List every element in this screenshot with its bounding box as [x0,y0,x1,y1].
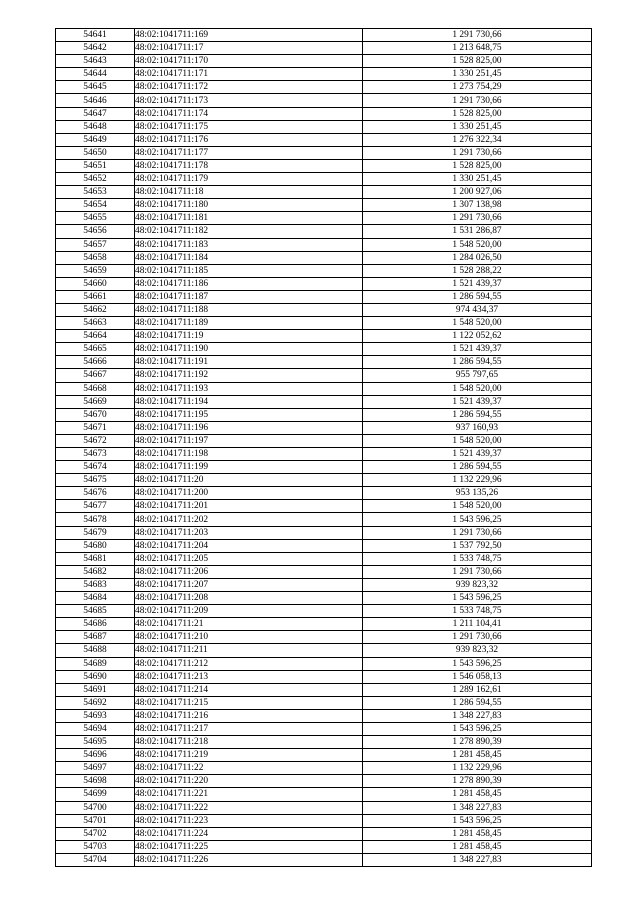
table-row [56,199,592,212]
table-row [56,683,592,696]
row-number-cell: 54660 [56,277,135,290]
cadastral-value-cell: 1 281 458,45 [363,840,592,853]
cadastral-number-cell: 48:02:1041711:176 [135,133,363,146]
table-row [56,317,592,330]
row-number-cell: 54687 [56,631,135,644]
cadastral-number-cell: 48:02:1041711:215 [135,696,363,709]
table-row [56,120,592,133]
table-row [56,578,592,591]
table-row [56,592,592,605]
cadastral-number-cell: 48:02:1041711:193 [135,382,363,395]
table-row [56,749,592,762]
cadastral-value-cell: 1 548 520,00 [363,382,592,395]
cadastral-number-cell: 48:02:1041711:19 [135,330,363,343]
row-number-cell: 54662 [56,303,135,316]
table-row [56,290,592,303]
cadastral-number-cell: 48:02:1041711:180 [135,199,363,212]
table-row [56,264,592,277]
row-number-cell: 54691 [56,683,135,696]
row-number-cell: 54667 [56,369,135,382]
cadastral-value-cell: 939 823,32 [363,578,592,591]
row-number-cell: 54703 [56,840,135,853]
cadastral-number-cell: 48:02:1041711:191 [135,356,363,369]
table-row [56,762,592,775]
cadastral-number-cell: 48:02:1041711:169 [135,29,363,42]
cadastral-value-cell: 1 330 251,45 [363,173,592,186]
table-row [56,29,592,42]
cadastral-value-cell: 1 278 890,39 [363,775,592,788]
table-row [56,212,592,225]
cadastral-number-cell: 48:02:1041711:217 [135,722,363,735]
table-row [56,303,592,316]
cadastral-value-cell: 1 543 596,25 [363,657,592,670]
row-number-cell: 54683 [56,578,135,591]
cadastral-value-cell: 1 528 825,00 [363,55,592,68]
cadastral-value-cell: 1 284 026,50 [363,251,592,264]
table-row [56,709,592,722]
cadastral-value-cell: 1 281 458,45 [363,749,592,762]
row-number-cell: 54688 [56,644,135,657]
cadastral-value-cell: 1 521 439,37 [363,343,592,356]
cadastral-number-cell: 48:02:1041711:183 [135,238,363,251]
cadastral-number-cell: 48:02:1041711:188 [135,303,363,316]
table-row [56,840,592,853]
table-row [56,277,592,290]
cadastral-value-cell: 1 291 730,66 [363,526,592,539]
row-number-cell: 54670 [56,408,135,421]
table-row [56,474,592,487]
table-row [56,552,592,565]
table-row [56,461,592,474]
cadastral-value-cell: 1 546 058,13 [363,670,592,683]
cadastral-number-cell: 48:02:1041711:209 [135,605,363,618]
cadastral-number-cell: 48:02:1041711:225 [135,840,363,853]
cadastral-value-cell: 1 543 596,25 [363,592,592,605]
row-number-cell: 54680 [56,539,135,552]
cadastral-number-cell: 48:02:1041711:224 [135,827,363,840]
table-row [56,55,592,68]
row-number-cell: 54695 [56,736,135,749]
cadastral-value-cell: 1 200 927,06 [363,186,592,199]
row-number-cell: 54701 [56,814,135,827]
row-number-cell: 54646 [56,94,135,107]
cadastral-value-cell: 1 548 520,00 [363,434,592,447]
cadastral-value-cell: 1 307 138,98 [363,199,592,212]
cadastral-value-cell: 1 543 596,25 [363,722,592,735]
cadastral-value-cell: 974 434,37 [363,303,592,316]
table-row [56,605,592,618]
cadastral-number-cell: 48:02:1041711:221 [135,788,363,801]
cadastral-value-cell: 1 521 439,37 [363,395,592,408]
row-number-cell: 54674 [56,461,135,474]
cadastral-value-cell: 1 528 825,00 [363,159,592,172]
cadastral-value-cell: 1 286 594,55 [363,461,592,474]
table-row [56,369,592,382]
cadastral-number-cell: 48:02:1041711:194 [135,395,363,408]
row-number-cell: 54672 [56,434,135,447]
cadastral-number-cell: 48:02:1041711:213 [135,670,363,683]
cadastral-value-cell: 1 543 596,25 [363,513,592,526]
table-row [56,631,592,644]
cadastral-value-cell: 955 797,65 [363,369,592,382]
table-row [56,644,592,657]
cadastral-number-cell: 48:02:1041711:197 [135,434,363,447]
cadastral-value-cell: 1 278 890,39 [363,736,592,749]
cadastral-number-cell: 48:02:1041711:22 [135,762,363,775]
cadastral-number-cell: 48:02:1041711:184 [135,251,363,264]
table-row [56,225,592,238]
cadastral-value-cell: 1 528 288,22 [363,264,592,277]
cadastral-number-cell: 48:02:1041711:186 [135,277,363,290]
cadastral-value-cell: 1 531 286,87 [363,225,592,238]
cadastral-number-cell: 48:02:1041711:219 [135,749,363,762]
row-number-cell: 54665 [56,343,135,356]
table-row [56,448,592,461]
document-page [55,28,590,867]
table-row [56,814,592,827]
row-number-cell: 54657 [56,238,135,251]
cadastral-number-cell: 48:02:1041711:171 [135,68,363,81]
row-number-cell: 54673 [56,448,135,461]
row-number-cell: 54663 [56,317,135,330]
cadastral-value-cell: 1 286 594,55 [363,696,592,709]
row-number-cell: 54684 [56,592,135,605]
table-row [56,81,592,94]
cadastral-value-cell: 1 548 520,00 [363,238,592,251]
cadastral-number-cell: 48:02:1041711:179 [135,173,363,186]
cadastral-value-cell: 1 291 730,66 [363,565,592,578]
cadastral-number-cell: 48:02:1041711:189 [135,317,363,330]
table-row [56,159,592,172]
table-row [56,421,592,434]
cadastral-value-cell: 1 276 322,34 [363,133,592,146]
row-number-cell: 54651 [56,159,135,172]
row-number-cell: 54679 [56,526,135,539]
cadastral-value-cell: 1 533 748,75 [363,552,592,565]
cadastral-value-cell: 1 548 520,00 [363,500,592,513]
row-number-cell: 54653 [56,186,135,199]
table-row [56,853,592,866]
cadastral-number-cell: 48:02:1041711:202 [135,513,363,526]
row-number-cell: 54676 [56,487,135,500]
table-row [56,68,592,81]
row-number-cell: 54656 [56,225,135,238]
row-number-cell: 54654 [56,199,135,212]
cadastral-number-cell: 48:02:1041711:195 [135,408,363,421]
row-number-cell: 54671 [56,421,135,434]
table-row [56,107,592,120]
table-row [56,434,592,447]
cadastral-number-cell: 48:02:1041711:212 [135,657,363,670]
cadastral-value-cell: 1 286 594,55 [363,290,592,303]
cadastral-value-cell: 1 286 594,55 [363,408,592,421]
cadastral-number-cell: 48:02:1041711:198 [135,448,363,461]
row-number-cell: 54689 [56,657,135,670]
cadastral-value-cell: 1 291 730,66 [363,631,592,644]
table-row [56,251,592,264]
table-row [56,343,592,356]
row-number-cell: 54685 [56,605,135,618]
table-row [56,382,592,395]
cadastral-value-cell: 1 348 227,83 [363,709,592,722]
row-number-cell: 54698 [56,775,135,788]
row-number-cell: 54669 [56,395,135,408]
cadastral-number-cell: 48:02:1041711:208 [135,592,363,605]
cadastral-value-cell: 939 823,32 [363,644,592,657]
cadastral-value-cell: 1 537 792,50 [363,539,592,552]
cadastral-value-cell: 1 291 730,66 [363,29,592,42]
cadastral-number-cell: 48:02:1041711:218 [135,736,363,749]
row-number-cell: 54655 [56,212,135,225]
table-row [56,94,592,107]
row-number-cell: 54699 [56,788,135,801]
cadastral-number-cell: 48:02:1041711:18 [135,186,363,199]
cadastral-value-cell: 1 132 229,96 [363,474,592,487]
cadastral-number-cell: 48:02:1041711:170 [135,55,363,68]
row-number-cell: 54686 [56,618,135,631]
table-row [56,356,592,369]
cadastral-value-cell: 1 521 439,37 [363,448,592,461]
cadastral-value-cell: 1 122 052,62 [363,330,592,343]
row-number-cell: 54659 [56,264,135,277]
row-number-cell: 54693 [56,709,135,722]
cadastral-number-cell: 48:02:1041711:20 [135,474,363,487]
cadastral-number-cell: 48:02:1041711:173 [135,94,363,107]
cadastral-number-cell: 48:02:1041711:178 [135,159,363,172]
cadastral-value-cell: 1 291 730,66 [363,146,592,159]
cadastral-number-cell: 48:02:1041711:207 [135,578,363,591]
table-row [56,238,592,251]
cadastral-number-cell: 48:02:1041711:210 [135,631,363,644]
cadastral-value-cell: 1 521 439,37 [363,277,592,290]
row-number-cell: 54666 [56,356,135,369]
row-number-cell: 54644 [56,68,135,81]
row-number-cell: 54697 [56,762,135,775]
row-number-cell: 54681 [56,552,135,565]
cadastral-number-cell: 48:02:1041711:205 [135,552,363,565]
row-number-cell: 54675 [56,474,135,487]
cadastral-value-cell: 1 211 104,41 [363,618,592,631]
cadastral-number-cell: 48:02:1041711:192 [135,369,363,382]
cadastral-value-cell: 1 348 227,83 [363,853,592,866]
table-row [56,788,592,801]
row-number-cell: 54642 [56,42,135,55]
cadastral-value-table [55,28,592,867]
table-row [56,513,592,526]
cadastral-number-cell: 48:02:1041711:17 [135,42,363,55]
cadastral-value-cell: 1 286 594,55 [363,356,592,369]
table-row [56,526,592,539]
row-number-cell: 54648 [56,120,135,133]
cadastral-number-cell: 48:02:1041711:223 [135,814,363,827]
cadastral-number-cell: 48:02:1041711:196 [135,421,363,434]
cadastral-number-cell: 48:02:1041711:175 [135,120,363,133]
row-number-cell: 54677 [56,500,135,513]
table-row [56,618,592,631]
cadastral-value-cell: 1 543 596,25 [363,814,592,827]
row-number-cell: 54664 [56,330,135,343]
cadastral-number-cell: 48:02:1041711:201 [135,500,363,513]
row-number-cell: 54649 [56,133,135,146]
table-row [56,775,592,788]
row-number-cell: 54678 [56,513,135,526]
table-row [56,565,592,578]
cadastral-number-cell: 48:02:1041711:220 [135,775,363,788]
row-number-cell: 54650 [56,146,135,159]
cadastral-value-cell: 1 289 162,61 [363,683,592,696]
cadastral-value-cell: 1 528 825,00 [363,107,592,120]
table-row [56,146,592,159]
cadastral-number-cell: 48:02:1041711:21 [135,618,363,631]
cadastral-number-cell: 48:02:1041711:187 [135,290,363,303]
row-number-cell: 54643 [56,55,135,68]
cadastral-value-cell: 1 533 748,75 [363,605,592,618]
cadastral-number-cell: 48:02:1041711:172 [135,81,363,94]
table-row [56,722,592,735]
table-row [56,330,592,343]
cadastral-value-cell: 1 213 648,75 [363,42,592,55]
row-number-cell: 54645 [56,81,135,94]
cadastral-number-cell: 48:02:1041711:204 [135,539,363,552]
row-number-cell: 54647 [56,107,135,120]
cadastral-number-cell: 48:02:1041711:190 [135,343,363,356]
cadastral-value-cell: 1 330 251,45 [363,68,592,81]
table-row [56,670,592,683]
table-row [56,696,592,709]
cadastral-number-cell: 48:02:1041711:226 [135,853,363,866]
table-row [56,133,592,146]
row-number-cell: 54702 [56,827,135,840]
cadastral-number-cell: 48:02:1041711:200 [135,487,363,500]
table-row [56,657,592,670]
table-row [56,801,592,814]
table-body [56,29,592,867]
cadastral-value-cell: 1 348 227,83 [363,801,592,814]
cadastral-number-cell: 48:02:1041711:182 [135,225,363,238]
cadastral-number-cell: 48:02:1041711:211 [135,644,363,657]
cadastral-number-cell: 48:02:1041711:177 [135,146,363,159]
row-number-cell: 54661 [56,290,135,303]
cadastral-number-cell: 48:02:1041711:174 [135,107,363,120]
cadastral-value-cell: 1 548 520,00 [363,317,592,330]
table-row [56,42,592,55]
cadastral-value-cell: 1 291 730,66 [363,212,592,225]
cadastral-number-cell: 48:02:1041711:214 [135,683,363,696]
row-number-cell: 54641 [56,29,135,42]
row-number-cell: 54694 [56,722,135,735]
row-number-cell: 54652 [56,173,135,186]
cadastral-value-cell: 1 281 458,45 [363,827,592,840]
table-row [56,539,592,552]
cadastral-value-cell: 937 160,93 [363,421,592,434]
cadastral-number-cell: 48:02:1041711:203 [135,526,363,539]
table-row [56,736,592,749]
row-number-cell: 54690 [56,670,135,683]
cadastral-number-cell: 48:02:1041711:216 [135,709,363,722]
cadastral-number-cell: 48:02:1041711:185 [135,264,363,277]
row-number-cell: 54682 [56,565,135,578]
cadastral-number-cell: 48:02:1041711:222 [135,801,363,814]
row-number-cell: 54696 [56,749,135,762]
row-number-cell: 54692 [56,696,135,709]
table-row [56,500,592,513]
table-row [56,173,592,186]
cadastral-value-cell: 1 273 754,29 [363,81,592,94]
table-row [56,487,592,500]
table-row [56,395,592,408]
cadastral-number-cell: 48:02:1041711:181 [135,212,363,225]
row-number-cell: 54668 [56,382,135,395]
cadastral-value-cell: 1 330 251,45 [363,120,592,133]
row-number-cell: 54704 [56,853,135,866]
cadastral-value-cell: 953 135,26 [363,487,592,500]
cadastral-value-cell: 1 291 730,66 [363,94,592,107]
table-row [56,186,592,199]
cadastral-value-cell: 1 281 458,45 [363,788,592,801]
row-number-cell: 54658 [56,251,135,264]
table-row [56,827,592,840]
cadastral-value-cell: 1 132 229,96 [363,762,592,775]
cadastral-number-cell: 48:02:1041711:206 [135,565,363,578]
row-number-cell: 54700 [56,801,135,814]
cadastral-number-cell: 48:02:1041711:199 [135,461,363,474]
table-row [56,408,592,421]
